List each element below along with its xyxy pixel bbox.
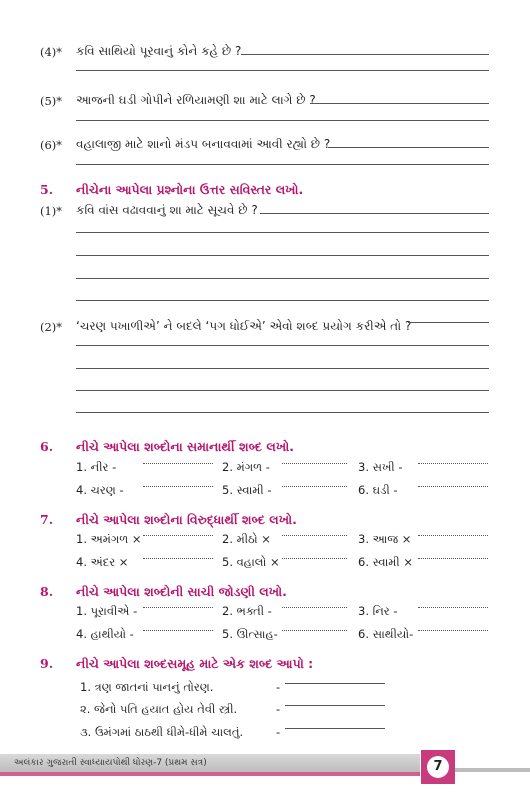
- word-item: 3. સખી -: [358, 460, 403, 474]
- answer-line[interactable]: [76, 120, 489, 121]
- answer-blank[interactable]: [143, 486, 213, 487]
- answer-line[interactable]: [76, 345, 489, 346]
- answer-line[interactable]: [285, 728, 385, 729]
- answer-blank[interactable]: [143, 558, 213, 559]
- answer-line[interactable]: [76, 412, 489, 413]
- section-number: 5.: [40, 182, 54, 197]
- answer-line[interactable]: [76, 232, 489, 233]
- answer-blank[interactable]: [282, 558, 347, 559]
- word-item: 4. અંદર ×: [76, 555, 129, 569]
- word-item: 6. ઘડી -: [358, 483, 398, 497]
- word-item: 2. મંગળ -: [222, 460, 270, 474]
- answer-line[interactable]: [285, 683, 385, 684]
- section-number: 6.: [40, 439, 54, 454]
- question-text: કવિ વાંસ વઢાવવાનું શા માટે સૂચવે છે ?: [76, 203, 258, 217]
- question-text: વહાલાજી માટે શાનો મંડપ બનાવવામાં આવી રહ્યો છે ?: [76, 137, 331, 151]
- question-text: કવિ સાથિયો પૂરવાનું કોને કહે છે ?: [76, 44, 242, 58]
- answer-line[interactable]: [310, 103, 489, 104]
- answer-line[interactable]: [76, 390, 489, 391]
- answer-blank[interactable]: [418, 558, 488, 559]
- answer-line[interactable]: [285, 705, 385, 706]
- section-heading: નીચે આપેલા શબ્દોના વિરુદ્ધાર્થી શબ્દ લખો.: [76, 512, 297, 527]
- word-item: 5. વહાલો ×: [222, 555, 280, 569]
- footer-right-stripe: [455, 768, 530, 772]
- question-number: (4)*: [40, 45, 63, 59]
- answer-blank[interactable]: [418, 463, 488, 464]
- phrase-item: ૨. જેનો પતિ હયાત હોય તેવી સ્ત્રી.: [80, 702, 238, 716]
- answer-line[interactable]: [76, 368, 489, 369]
- dash: -: [276, 680, 281, 694]
- answer-blank[interactable]: [282, 607, 347, 608]
- answer-line[interactable]: [328, 147, 489, 148]
- section-heading: નીચે આપેલા શબ્દસમૂહ માટે એક શબ્દ આપો :: [76, 656, 314, 671]
- question-number: (2)*: [40, 320, 63, 334]
- word-item: 1. અમંગળ ×: [76, 532, 142, 546]
- answer-line[interactable]: [408, 322, 489, 323]
- answer-blank[interactable]: [282, 463, 347, 464]
- answer-line[interactable]: [76, 70, 489, 71]
- footer-accent-stripe: [0, 772, 420, 776]
- word-item: 4. હાથીયો -: [76, 627, 134, 641]
- answer-blank[interactable]: [418, 607, 488, 608]
- word-item: 1. નીર -: [76, 460, 117, 474]
- answer-line[interactable]: [76, 255, 489, 256]
- section-number: 8.: [40, 584, 54, 599]
- section-heading: નીચે આપેલા શબ્દોની સાચી જોડણી લખો.: [76, 584, 287, 599]
- section-heading: નીચેના આપેલા પ્રશ્નોના ઉત્તર સવિસ્તર લખો.: [76, 182, 304, 197]
- answer-blank[interactable]: [282, 630, 347, 631]
- word-item: 2. મીઠો ×: [222, 532, 271, 546]
- phrase-item: ૩. ઉમંગમાં ઠાઠથી ધીમે-ધીમે ચાલતું.: [80, 725, 244, 739]
- answer-blank[interactable]: [418, 486, 488, 487]
- section-number: 9.: [40, 656, 54, 671]
- page-number: 7: [427, 756, 449, 778]
- word-item: 3. નિર -: [358, 604, 398, 618]
- phrase-item: 1. ત્રણ જાતનાં પાનનું તોરણ.: [80, 680, 214, 694]
- word-item: 6. સાથીયો-: [358, 627, 414, 641]
- word-item: 5. ઊત્સાહ-: [222, 627, 278, 641]
- answer-blank[interactable]: [143, 463, 213, 464]
- word-item: 6. સ્વામી ×: [358, 555, 414, 569]
- section-number: 7.: [40, 512, 54, 527]
- answer-line[interactable]: [241, 54, 489, 55]
- word-item: 1. પૂરાવીએ -: [76, 604, 138, 618]
- answer-line[interactable]: [260, 213, 489, 214]
- word-item: 4. ચરણ -: [76, 483, 124, 497]
- answer-blank[interactable]: [282, 535, 347, 536]
- dash: -: [276, 702, 281, 716]
- answer-blank[interactable]: [143, 607, 213, 608]
- dash: -: [276, 725, 281, 739]
- word-item: 3. આજ ×: [358, 532, 412, 546]
- answer-blank[interactable]: [143, 630, 213, 631]
- question-number: (6)*: [40, 138, 63, 152]
- answer-blank[interactable]: [418, 535, 488, 536]
- question-text: આજની ઘડી ગોપીને રળિયામણી શા માટે લાગે છે ?: [76, 93, 316, 107]
- word-item: 5. સ્વામી -: [222, 483, 272, 497]
- answer-line[interactable]: [76, 164, 489, 165]
- word-item: 2. ભક્તી -: [222, 604, 272, 618]
- section-heading: નીચે આપેલા શબ્દોના સમાનાર્થી શબ્દ લખો.: [76, 439, 294, 454]
- footer-title: અલંકાર ગુજરાતી સ્વાધ્યાયપોથી ધોરણ-7 (પ્રથમ સત્ર): [14, 758, 207, 768]
- question-number: (5)*: [40, 94, 63, 108]
- answer-line[interactable]: [76, 278, 489, 279]
- question-text: ‘ચરણ પખાળીએ’ ને બદલે ‘પગ ધોઈએ’ એવો શબ્દ પ્રયોગ કરીએ તો ?: [76, 319, 412, 333]
- answer-blank[interactable]: [282, 486, 347, 487]
- answer-blank[interactable]: [143, 535, 213, 536]
- question-number: (1)*: [40, 204, 63, 218]
- answer-line[interactable]: [76, 300, 489, 301]
- answer-blank[interactable]: [418, 630, 488, 631]
